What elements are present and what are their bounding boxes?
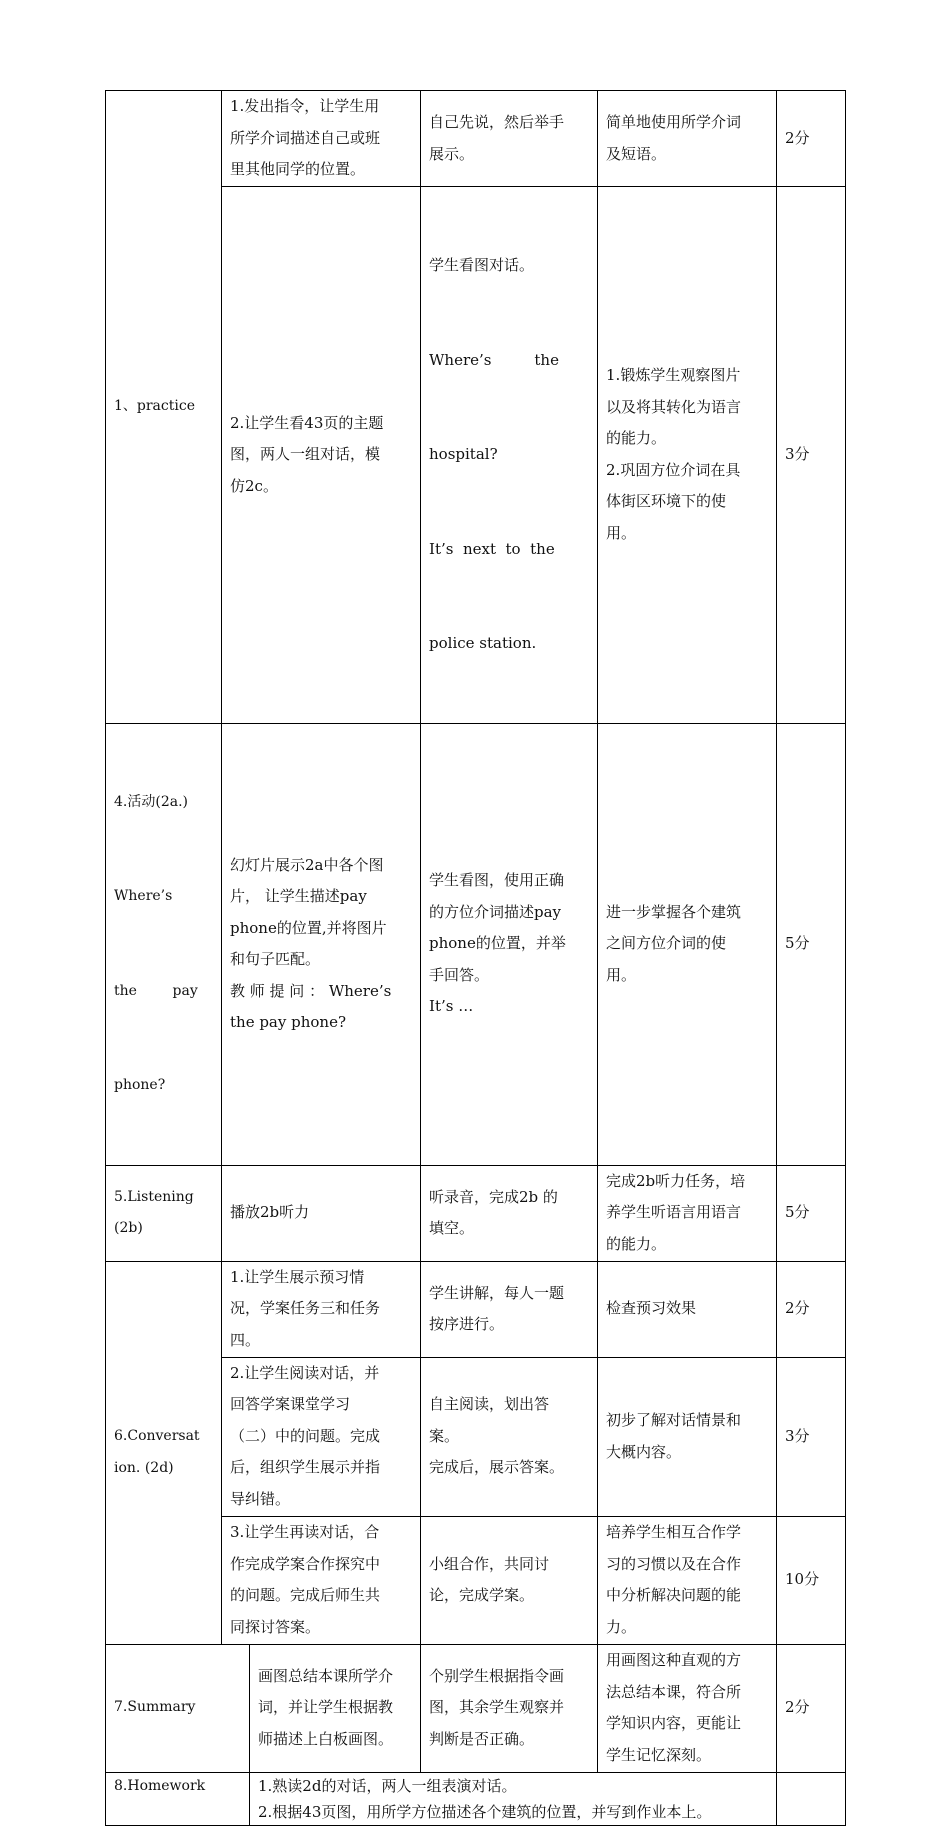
student-activity-cell — [421, 1516, 598, 1644]
text-line: 学生看图对话。 — [429, 256, 535, 274]
text-line: 中分析解决问题的能 — [606, 1586, 742, 1604]
student-activity-cell — [421, 1165, 598, 1261]
step-cell — [106, 91, 222, 724]
text-line: 4.活动(2a.) — [114, 793, 188, 810]
text-line: 播放2b听力 — [230, 1203, 310, 1222]
text-line: 仿2c。 — [230, 476, 278, 495]
teacher-activity-cell — [222, 187, 421, 724]
text-line: 学生记忆深刻。 — [606, 1745, 712, 1764]
text-line: 展示。 — [429, 144, 475, 163]
text-line: 1.锻炼学生观察图片 — [606, 366, 741, 385]
step-cell — [106, 1772, 250, 1825]
time-cell: 2分 — [777, 91, 846, 187]
table-row — [106, 1644, 846, 1772]
text-line: hospital? — [429, 445, 498, 463]
step-label: 8.Homework — [114, 1777, 206, 1794]
text-line: 和句子匹配。 — [230, 950, 321, 968]
text-line: 用。 — [606, 965, 637, 984]
text-line: 简单地使用所学介词 — [606, 113, 742, 131]
table-row — [106, 723, 846, 1165]
time-cell: 10分 — [777, 1516, 846, 1644]
text-line: phone? — [114, 1077, 166, 1093]
student-activity-cell — [421, 723, 598, 1165]
time-cell: 3分 — [777, 1357, 846, 1516]
text-line: 以及将其转化为语言 — [606, 397, 742, 416]
text-line: 法总结本课，符合所 — [606, 1682, 742, 1701]
text-line: 导纠错。 — [230, 1489, 291, 1508]
text-line: 作完成学案合作探究中 — [230, 1554, 381, 1573]
text-line: the pay phone? — [230, 1013, 346, 1031]
student-activity-cell — [421, 91, 598, 187]
purpose-cell — [598, 91, 777, 187]
text-line: 用。 — [606, 523, 637, 542]
text-line: phone的位置，并举 — [429, 934, 566, 953]
text-line: 画图总结本课所学介 — [258, 1666, 394, 1685]
text-line: 自主阅读，划出答 — [429, 1395, 550, 1414]
step-cell — [106, 723, 222, 1165]
text-line: 2.让学生阅读对话，并 — [230, 1363, 380, 1382]
step-label: 7.Summary — [114, 1699, 196, 1716]
text-line: ion. (2d) — [114, 1459, 174, 1476]
purpose-cell — [598, 1261, 777, 1357]
text-line: 图，其余学生观察并 — [429, 1698, 565, 1717]
text-line: 3.让学生再读对话，合 — [230, 1523, 380, 1541]
table-row — [106, 1772, 846, 1825]
text-line: 教 师 提 问 ： Where’s — [230, 981, 392, 1000]
text-line: 论，完成学案。 — [429, 1586, 535, 1604]
text-line: 小组合作，共同讨 — [429, 1554, 550, 1573]
text-line: 填空。 — [429, 1219, 475, 1237]
step-cell — [106, 1644, 250, 1772]
lesson-plan-table — [105, 90, 846, 1826]
text-line: 的方位介词描述pay — [429, 902, 562, 921]
student-activity-cell — [421, 1644, 598, 1772]
text-line: 2.让学生看43页的主题 — [230, 413, 384, 432]
time-cell: 3分 — [777, 187, 846, 724]
time-cell: 5分 — [777, 1165, 846, 1261]
purpose-cell — [598, 1644, 777, 1772]
teacher-activity-cell — [222, 723, 421, 1165]
teacher-activity-cell — [222, 1165, 421, 1261]
text-line: 习的习惯以及在合作 — [606, 1554, 742, 1573]
text-line: 个别学生根据指令画 — [429, 1666, 565, 1685]
student-activity-cell — [421, 1357, 598, 1516]
time-cell — [777, 1772, 846, 1825]
text-line: 同探讨答案。 — [230, 1617, 321, 1636]
text-line: 学生看图，使用正确 — [429, 871, 565, 890]
text-line: 力。 — [606, 1617, 637, 1636]
text-line: 里其他同学的位置。 — [230, 160, 366, 179]
time-cell: 5分 — [777, 723, 846, 1165]
text-line: It’s … — [429, 997, 474, 1016]
teacher-activity-cell — [222, 1357, 421, 1516]
text-line: 用画图这种直观的方 — [606, 1651, 742, 1669]
step-cell — [106, 1261, 222, 1644]
text-line: 学生讲解，每人一题 — [429, 1283, 565, 1302]
text-line: （二）中的问题。完成 — [230, 1426, 381, 1445]
text-line: 四。 — [230, 1330, 261, 1349]
text-line: 的问题。完成后师生共 — [230, 1586, 381, 1604]
text-line: 况，学案任务三和任务 — [230, 1299, 381, 1318]
text-line: Where’s — [114, 888, 173, 904]
purpose-cell — [598, 1165, 777, 1261]
text-line: 幻灯片展示2a中各个图 — [230, 855, 384, 874]
text-line: 案。 — [429, 1426, 460, 1445]
purpose-cell — [598, 187, 777, 724]
text-line: 养学生听语言用语言 — [606, 1203, 742, 1222]
time-cell: 2分 — [777, 1644, 846, 1772]
text-line: 图，两人一组对话，模 — [230, 445, 381, 463]
text-line: (2b) — [114, 1220, 143, 1236]
text-line: 师描述上白板画图。 — [258, 1729, 394, 1748]
text-line: 后，组织学生展示并指 — [230, 1458, 381, 1477]
text-line: 片， 让学生描述pay — [230, 887, 367, 905]
text-line: 大概内容。 — [606, 1442, 682, 1461]
purpose-cell — [598, 1357, 777, 1516]
step-cell — [106, 1165, 222, 1261]
text-line: 体街区环境下的使 — [606, 492, 727, 511]
homework-line: 2.根据43页图，用所学方位描述各个建筑的位置，并写到作业本上。 — [258, 1802, 712, 1821]
text-line: 进一步掌握各个建筑 — [606, 902, 742, 921]
text-line: It’s next to the — [429, 539, 555, 558]
text-line: 判断是否正确。 — [429, 1729, 535, 1748]
text-line: 听录音，完成2b 的 — [429, 1187, 558, 1206]
student-activity-cell — [421, 187, 598, 724]
text-line: 所学介词描述自己或班 — [230, 128, 381, 147]
text-line: 完成后，展示答案。 — [429, 1458, 565, 1477]
text-line: 初步了解对话情景和 — [606, 1411, 742, 1429]
table-row — [106, 91, 846, 187]
homework-cell — [250, 1772, 777, 1825]
text-line: 培养学生相互合作学 — [606, 1523, 742, 1541]
text-line: 及短语。 — [606, 144, 667, 163]
teacher-activity-cell — [250, 1644, 421, 1772]
table-row — [106, 1165, 846, 1261]
text-line: 2.巩固方位介词在具 — [606, 460, 741, 479]
table-row — [106, 1261, 846, 1357]
homework-line: 1.熟读2d的对话，两人一组表演对话。 — [258, 1776, 517, 1795]
teacher-activity-cell — [222, 91, 421, 187]
text-line: 的能力。 — [606, 1234, 667, 1253]
text-line: 5.Listening — [114, 1188, 194, 1205]
student-activity-cell — [421, 1261, 598, 1357]
text-line: 学知识内容，更能让 — [606, 1714, 742, 1732]
text-line: 按序进行。 — [429, 1315, 505, 1333]
text-line: phone的位置,并将图片 — [230, 918, 387, 937]
text-line: police station. — [429, 634, 537, 652]
text-line: 完成2b听力任务，培 — [606, 1171, 746, 1190]
text-line: 自己先说，然后举手 — [429, 113, 565, 131]
text-line: 手回答。 — [429, 965, 490, 984]
teacher-activity-cell — [222, 1261, 421, 1357]
teacher-activity-cell — [222, 1516, 421, 1644]
purpose-cell — [598, 1516, 777, 1644]
text-line: 1.发出指令，让学生用 — [230, 97, 380, 116]
step-label: 1、practice — [114, 398, 195, 414]
text-line: 1.让学生展示预习情 — [230, 1267, 365, 1286]
purpose-cell — [598, 723, 777, 1165]
text-line: 之间方位介词的使 — [606, 934, 727, 953]
text-line: 词，并让学生根据教 — [258, 1698, 394, 1717]
time-cell: 2分 — [777, 1261, 846, 1357]
text-line: 6.Conversat — [114, 1428, 200, 1444]
text-line: 检查预习效果 — [606, 1299, 697, 1318]
text-line: 的能力。 — [606, 429, 667, 448]
text-line: 回答学案课堂学习 — [230, 1395, 351, 1414]
text-line: Where’s the — [429, 350, 559, 369]
text-line: the pay — [114, 982, 198, 999]
